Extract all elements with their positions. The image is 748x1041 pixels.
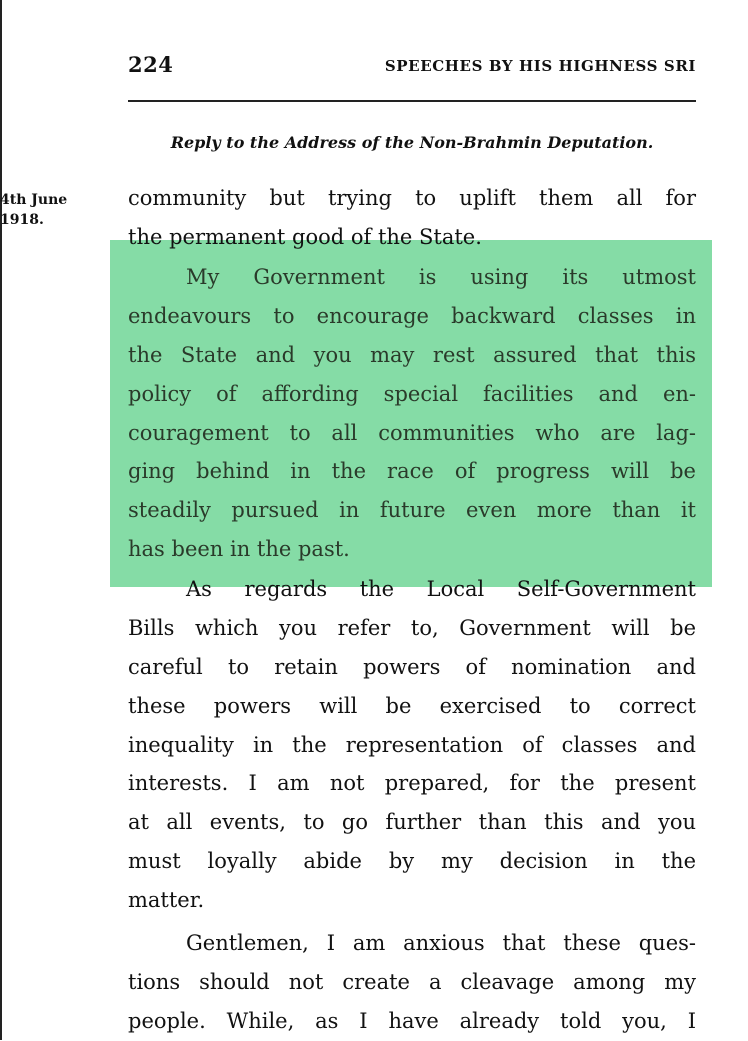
paragraph-gentlemen: [128, 924, 696, 1041]
text-line: these powers will be exercised to correct: [128, 693, 696, 718]
text-line: community but trying to uplift them all for: [128, 186, 696, 210]
text-line: inequality in the representation of classes and: [128, 732, 696, 757]
text-line: the State and you may rest assured that this: [128, 342, 696, 367]
text-line: couragement to all communities who are lag-: [128, 420, 696, 445]
margin-date-note: [0, 190, 120, 230]
text-line: As regards the Local Self-Government: [186, 577, 696, 601]
text-line: My Government is using its utmost: [186, 265, 696, 289]
text-line: Bills which you refer to, Government will be: [128, 615, 696, 640]
page-edge-rule: [0, 0, 2, 1040]
margin-date-line-1: 4th June: [0, 192, 68, 208]
text-line: matter.: [128, 888, 205, 913]
margin-date-line-2: 1918.: [0, 212, 44, 228]
text-line: has been in the past.: [128, 537, 350, 562]
paragraph-highlighted: [128, 258, 696, 569]
text-line: must loyally abide by my decision in the: [128, 849, 696, 874]
paragraph-local-self-government: [128, 570, 696, 920]
paragraph-continuation: [128, 179, 696, 257]
text-line: interests. I am not prepared, for the present: [128, 771, 696, 796]
text-line: the permanent good of the State.: [128, 224, 482, 249]
text-line: at all events, to go further than this and you: [128, 810, 696, 835]
text-line: Gentlemen, I am anxious that these ques-: [186, 931, 696, 955]
text-line: policy of affording special facilities and en-: [128, 381, 696, 406]
text-line: ging behind in the race of progress will be: [128, 459, 696, 484]
page-number: 224: [128, 52, 174, 77]
text-line: people. While, as I have already told you, I: [128, 1008, 696, 1033]
text-line: steadily pursued in future even more than it: [128, 498, 696, 523]
running-head: SPEECHES BY HIS HIGHNESS SRI: [384, 57, 696, 75]
text-line: careful to retain powers of nomination and: [128, 654, 696, 679]
text-line: tions should not create a cleavage among my: [128, 969, 696, 994]
header-rule: [128, 100, 696, 102]
text-line: endeavours to encourage backward classes in: [128, 303, 696, 328]
section-title: Reply to the Address of the Non-Brahmin Deputation.: [170, 133, 654, 152]
